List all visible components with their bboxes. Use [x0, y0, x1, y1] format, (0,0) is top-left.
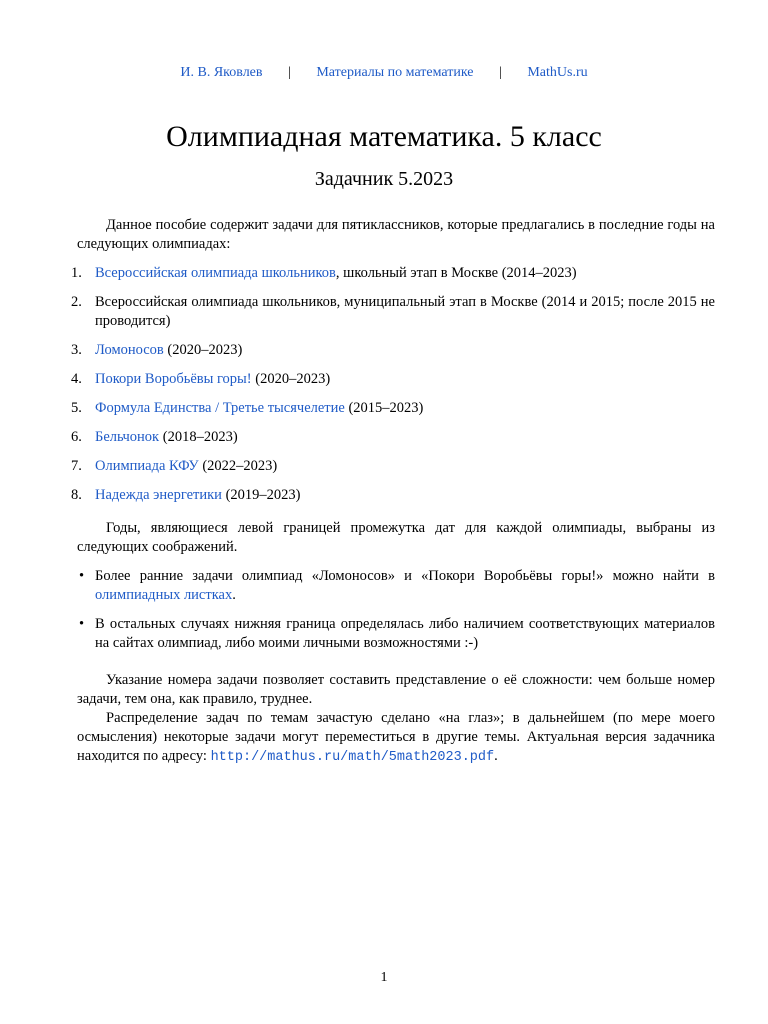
header-separator: | — [288, 65, 291, 80]
list-number: 3. — [71, 342, 82, 358]
distribution-paragraph — [77, 709, 715, 767]
list-number: 1. — [71, 265, 82, 281]
bullet-text: Более ранние задачи олимпиад «Ломоносов» и «Покори Воробьёвы горы!» можно найти в — [95, 568, 715, 584]
years-paragraph: Годы, являющиеся левой границей промежутка дат для каждой олимпиады, выбраны из следующих соображений. — [77, 520, 715, 555]
distribution-text: Распределение задач по темам зачастую сделано «на глаз»; в дальнейшем (по мере моего осмысления) некоторые задачи могут переместиться в другие темы. Актуальная версия задачника находится по адресу: — [77, 710, 715, 764]
list-item-text: (2020–2023) — [163, 342, 243, 358]
olympiad-link-formula[interactable]: Формула Единства / Третье тысячелетие — [95, 400, 345, 416]
bullet-icon: • — [79, 568, 85, 584]
list-item — [71, 457, 715, 476]
list-item — [71, 264, 715, 283]
list-item-text: (2022–2023) — [198, 458, 278, 474]
list-item — [71, 293, 715, 331]
list-number: 5. — [71, 400, 82, 416]
list-number: 4. — [71, 371, 82, 387]
olympiad-sheets-link[interactable]: олимпиадных листках — [95, 587, 233, 603]
page-number: 1 — [380, 970, 388, 985]
olympiad-link-nadezhda[interactable]: Надежда энергетики — [95, 487, 222, 503]
distribution-end: . — [494, 748, 498, 764]
document-subtitle: Задачник 5.2023 — [314, 168, 454, 190]
list-item-text: (2015–2023) — [344, 400, 424, 416]
list-item — [71, 399, 715, 418]
olympiad-link-belchonok[interactable]: Бельчонок — [95, 429, 160, 445]
pdf-url-link[interactable]: http://mathus.ru/math/5math2023.pdf — [210, 750, 495, 765]
olympiad-link-vsosh[interactable]: Всероссийская олимпиада школьников — [95, 265, 336, 281]
list-item — [71, 428, 715, 447]
olympiad-link-pvg[interactable]: Покори Воробьёвы горы! — [95, 371, 252, 387]
bullet-icon: • — [79, 616, 85, 632]
list-number: 6. — [71, 429, 82, 445]
list-item-text: (2018–2023) — [159, 429, 238, 445]
bullet-item — [77, 567, 715, 605]
bullet-text: В остальных случаях нижняя граница определялась либо наличием соответствующих материалов на сайтах олимпиад, либо моими личными возможностями :-) — [95, 616, 715, 651]
author-link[interactable]: И. В. Яковлев — [180, 65, 263, 80]
list-number: 7. — [71, 458, 82, 474]
materials-link[interactable]: Материалы по математике — [316, 65, 474, 80]
olympiad-list — [71, 264, 715, 505]
site-link[interactable]: MathUs.ru — [527, 65, 588, 80]
list-number: 2. — [71, 294, 82, 310]
bullet-text-end: . — [232, 587, 236, 603]
header-separator: | — [499, 65, 502, 80]
list-item — [71, 341, 715, 360]
list-item-text: , школьный этап в Москве (2014–2023) — [335, 265, 577, 281]
difficulty-paragraph: Указание номера задачи позволяет составить представление о её сложности: чем больше номер задачи, тем она, как правило, труднее. — [77, 672, 715, 707]
bullet-list — [77, 567, 715, 653]
intro-paragraph: Данное пособие содержит задачи для пятиклассников, которые предлагались в последние годы на следующих олимпиадах: — [77, 217, 715, 252]
olympiad-link-lomonosov[interactable]: Ломоносов — [95, 342, 164, 358]
document-title: Олимпиадная математика. 5 класс — [166, 120, 602, 153]
list-number: 8. — [71, 487, 82, 503]
list-item — [71, 486, 715, 505]
document-body — [71, 216, 715, 767]
list-item-text: (2020–2023) — [251, 371, 331, 387]
page-header — [0, 63, 768, 83]
bullet-item — [77, 615, 715, 653]
olympiad-link-kfu[interactable]: Олимпиада КФУ — [95, 458, 199, 474]
list-item-text: (2019–2023) — [221, 487, 301, 503]
list-item — [71, 370, 715, 389]
list-item-text: Всероссийская олимпиада школьников, муниципальный этап в Москве (2014 и 2015; после 2015 не проводится) — [95, 294, 715, 329]
